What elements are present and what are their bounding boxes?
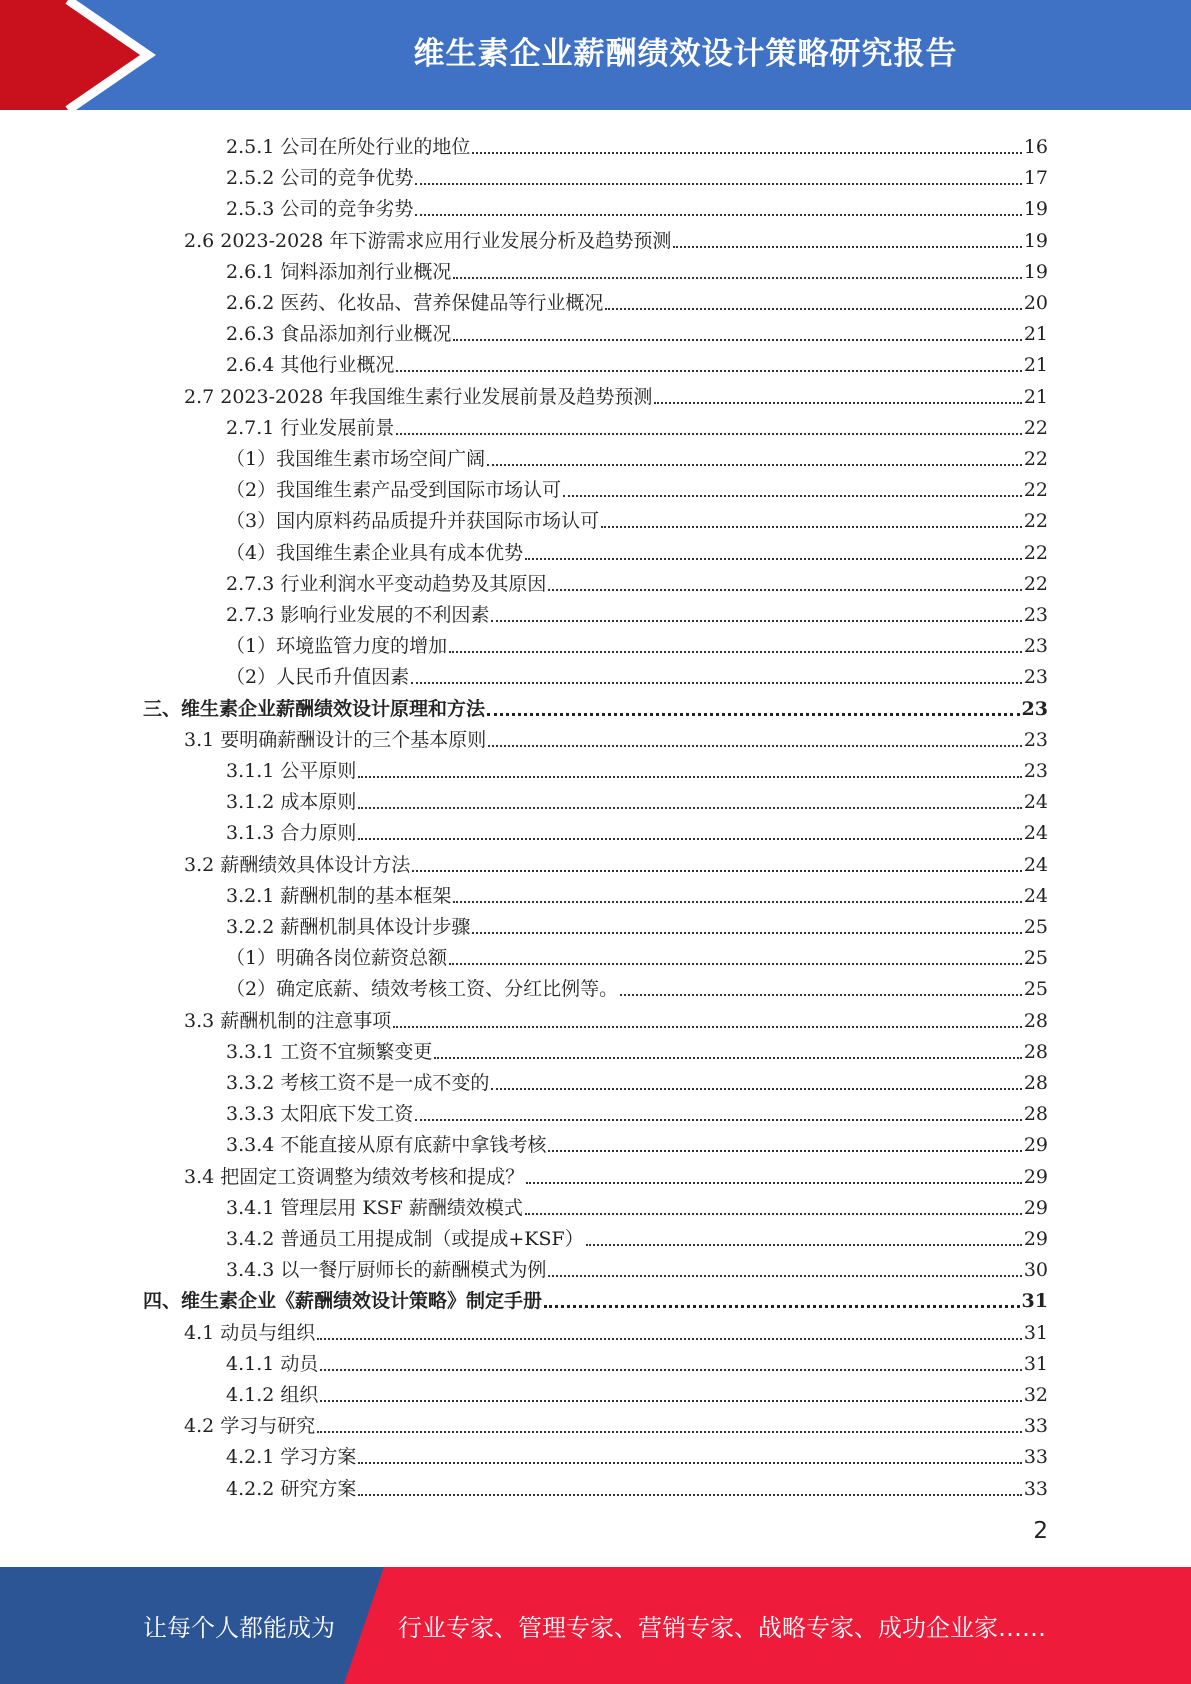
toc-entry-page: 33 [1023, 1446, 1048, 1469]
toc-entry-label: 2.6.2 医药、化妆品、营养保健品等行业概况 [226, 292, 604, 314]
toc-entry-label: 2.7.3 影响行业发展的不利因素 [226, 604, 490, 626]
toc-entry-page: 22 [1023, 416, 1048, 439]
toc-dot-leader [453, 339, 1021, 341]
toc-entry[interactable] [226, 159, 1048, 190]
toc-entry-label: （1）环境监管力度的增加 [226, 635, 448, 658]
toc-dot-leader [415, 214, 1021, 216]
toc-entry[interactable] [226, 814, 1048, 845]
toc-entry-label: 3.1 要明确薪酬设计的三个基本原则 [184, 728, 487, 751]
toc-entry[interactable] [226, 534, 1048, 565]
toc-entry[interactable] [184, 378, 1048, 409]
toc-dot-leader [320, 1369, 1021, 1371]
toc-entry-label: （1）我国维生素市场空间广阔 [226, 448, 486, 470]
footer-slogan-left: 让每个人都能成为 [143, 1614, 335, 1642]
toc-entry-page: 29 [1023, 1134, 1048, 1157]
toc-entry[interactable] [184, 1314, 1048, 1345]
page-number: 2 [1033, 1518, 1048, 1544]
toc-entry[interactable] [143, 1282, 1048, 1313]
toc-entry[interactable] [226, 471, 1048, 502]
toc-entry-page: 23 [1023, 728, 1048, 751]
toc-dot-leader [412, 870, 1022, 872]
toc-dot-leader [434, 1057, 1021, 1059]
toc-entry-label: 2.6.3 食品添加剂行业概况 [226, 323, 452, 346]
toc-dot-leader [525, 558, 1022, 560]
toc-entry-page: 25 [1023, 947, 1048, 970]
toc-dot-leader [586, 1244, 1022, 1246]
toc-entry-label: 3.1.3 合力原则 [226, 822, 357, 845]
toc-dot-leader [317, 1338, 1022, 1340]
toc-entry-page: 22 [1023, 448, 1048, 470]
toc-entry-label: 2.6.4 其他行业概况 [226, 354, 395, 377]
toc-entry-page: 24 [1023, 884, 1048, 907]
toc-entry-page: 22 [1023, 541, 1048, 564]
toc-entry-page: 24 [1023, 853, 1048, 876]
toc-dot-leader [526, 1182, 1022, 1184]
toc-dot-leader [415, 1119, 1021, 1121]
toc-entry-page: 23 [1023, 635, 1048, 658]
toc-entry-label: 3.2 薪酬绩效具体设计方法 [184, 853, 411, 876]
toc-entry-page: 28 [1023, 1040, 1048, 1063]
toc-dot-leader [472, 932, 1021, 934]
toc-entry-label: 2.7 2023-2028 年我国维生素行业发展前景及趋势预测 [184, 385, 653, 408]
toc-dot-leader [605, 308, 1021, 310]
toc-entry[interactable] [226, 346, 1048, 377]
toc-entry-label: 2.7.1 行业发展前景 [226, 416, 395, 439]
toc-dot-leader [317, 1431, 1022, 1433]
toc-entry[interactable] [226, 128, 1048, 159]
toc-entry-page: 29 [1023, 1228, 1048, 1250]
toc-dot-leader [396, 433, 1021, 435]
document-title: 维生素企业薪酬绩效设计策略研究报告 [413, 35, 958, 72]
toc-entry-label: 2.7.3 行业利润水平变动趋势及其原因 [226, 572, 547, 595]
toc-dot-leader [358, 807, 1021, 809]
toc-entry-page: 29 [1023, 1165, 1048, 1188]
toc-dot-leader [453, 277, 1021, 279]
toc-entry-label: 4.1.2 组织 [226, 1384, 319, 1406]
toc-entry[interactable] [226, 1033, 1048, 1064]
toc-entry-label: 3.1.1 公平原则 [226, 760, 357, 782]
toc-entry-label: 3.3.4 不能直接从原有底薪中拿钱考核 [226, 1134, 547, 1157]
toc-entry-page: 24 [1023, 822, 1048, 845]
toc-entry[interactable] [226, 783, 1048, 814]
toc-entry[interactable] [226, 658, 1048, 689]
toc-entry[interactable] [226, 1126, 1048, 1157]
toc-dot-leader [358, 1462, 1021, 1464]
toc-dot-leader [358, 1494, 1021, 1496]
toc-entry[interactable] [226, 939, 1048, 970]
toc-entry[interactable] [226, 315, 1048, 346]
toc-dot-leader [673, 246, 1021, 248]
toc-entry-page: 21 [1023, 323, 1048, 346]
toc-entry-label: 4.2.1 学习方案 [226, 1446, 357, 1469]
toc-entry[interactable] [226, 627, 1048, 658]
toc-dot-leader [525, 1213, 1022, 1215]
toc-entry[interactable] [226, 1220, 1048, 1251]
toc-entry[interactable] [226, 284, 1048, 315]
toc-entry[interactable] [226, 502, 1048, 533]
toc-entry-page: 24 [1023, 791, 1048, 814]
page-header [0, 0, 1191, 110]
toc-entry[interactable] [226, 440, 1048, 471]
toc-entry-page: 19 [1023, 229, 1048, 252]
toc-entry[interactable] [226, 253, 1048, 284]
toc-dot-leader [393, 1026, 1022, 1028]
toc-entry[interactable] [226, 1251, 1048, 1282]
toc-entry-label: 4.2.2 研究方案 [226, 1477, 357, 1500]
toc-entry-page: 28 [1023, 1103, 1048, 1126]
toc-entry-page: 33 [1023, 1415, 1048, 1438]
toc-dot-leader [358, 776, 1021, 778]
toc-entry-label: 3.4 把固定工资调整为绩效考核和提成？ [184, 1165, 525, 1188]
toc-entry[interactable] [226, 1189, 1048, 1220]
toc-dot-leader [548, 589, 1021, 591]
toc-entry[interactable] [143, 690, 1048, 721]
toc-entry-page: 19 [1023, 260, 1048, 283]
toc-entry-page: 22 [1023, 510, 1048, 533]
toc-dot-leader [491, 1088, 1021, 1090]
toc-dot-leader [396, 370, 1021, 372]
toc-entry-label: 3.3 薪酬机制的注意事项 [184, 1009, 392, 1032]
toc-entry-label: 2.5.3 公司的竞争劣势 [226, 198, 414, 221]
toc-entry[interactable] [226, 409, 1048, 440]
toc-dot-leader [488, 745, 1022, 747]
toc-dot-leader [491, 620, 1021, 622]
toc-entry-page: 16 [1023, 136, 1048, 158]
toc-dot-leader [548, 1275, 1021, 1277]
toc-entry[interactable] [226, 1064, 1048, 1095]
toc-dot-leader [487, 464, 1022, 466]
toc-entry-page: 17 [1023, 167, 1048, 190]
toc-entry-label: （2）人民币升值因素 [226, 666, 410, 689]
toc-entry-label: 2.5.1 公司在所处行业的地位 [226, 136, 471, 158]
toc-dot-leader [563, 495, 1022, 497]
toc-entry-page: 31 [1021, 1290, 1048, 1313]
toc-entry-page: 31 [1023, 1321, 1048, 1344]
toc-entry-label: 3.3.1 工资不宜频繁变更 [226, 1040, 433, 1063]
toc-entry-label: （2）我国维生素产品受到国际市场认可 [226, 479, 562, 502]
toc-entry[interactable] [184, 721, 1048, 752]
toc-entry-page: 29 [1023, 1196, 1048, 1219]
toc-dot-leader [453, 901, 1021, 903]
toc-entry-label: 3.4.2 普通员工用提成制（或提成+KSF） [226, 1228, 584, 1250]
toc-entry[interactable] [226, 1095, 1048, 1126]
toc-entry[interactable] [226, 190, 1048, 221]
toc-entry[interactable] [226, 1438, 1048, 1469]
toc-entry-page: 23 [1023, 760, 1048, 782]
toc-entry-label: 4.1 动员与组织 [184, 1321, 316, 1344]
toc-dot-leader [487, 713, 1020, 716]
toc-entry-page: 28 [1023, 1072, 1048, 1094]
toc-entry-page: 32 [1023, 1384, 1048, 1406]
toc-dot-leader [601, 526, 1022, 528]
toc-dot-leader [411, 682, 1022, 684]
toc-entry-label: 三、维生素企业薪酬绩效设计原理和方法 [143, 697, 486, 720]
toc-dot-leader [449, 651, 1022, 653]
toc-dot-leader [654, 402, 1021, 404]
toc-entry-label: 3.3.3 太阳底下发工资 [226, 1103, 414, 1126]
toc-entry-page: 28 [1023, 1009, 1048, 1032]
toc-entry-label: （2）确定底薪、绩效考核工资、分红比例等。 [226, 978, 619, 1001]
toc-entry[interactable] [226, 596, 1048, 627]
toc-entry-label: （3）国内原料药品质提升并获国际市场认可 [226, 510, 600, 533]
toc-entry-label: （4）我国维生素企业具有成本优势 [226, 541, 524, 564]
toc-entry-label: 3.1.2 成本原则 [226, 791, 357, 814]
toc-entry-page: 22 [1023, 479, 1048, 502]
toc-entry-page: 30 [1023, 1259, 1048, 1282]
toc-entry-label: 4.2 学习与研究 [184, 1415, 316, 1438]
toc-entry[interactable] [226, 752, 1048, 783]
toc-entry-label: 4.1.1 动员 [226, 1352, 319, 1375]
toc-entry[interactable] [226, 1470, 1048, 1501]
toc-dot-leader [472, 152, 1021, 154]
toc-entry[interactable] [226, 970, 1048, 1001]
toc-entry-label: 3.3.2 考核工资不是一成不变的 [226, 1072, 490, 1094]
toc-entry[interactable] [226, 908, 1048, 939]
toc-entry[interactable] [184, 1158, 1048, 1189]
toc-entry-page: 20 [1023, 292, 1048, 314]
toc-entry-page: 21 [1023, 385, 1048, 408]
toc-entry[interactable] [184, 222, 1048, 253]
toc-entry-label: 3.2.2 薪酬机制具体设计步骤 [226, 916, 471, 938]
toc-entry[interactable] [226, 877, 1048, 908]
footer-slogan-right: 行业专家、管理专家、营销专家、战略专家、成功企业家…… [398, 1614, 1046, 1642]
toc-dot-leader [620, 994, 1022, 996]
page-footer [0, 1567, 1191, 1684]
toc-entry-label: 3.4.1 管理层用 KSF 薪酬绩效模式 [226, 1196, 523, 1219]
toc-entry-page: 25 [1023, 978, 1048, 1001]
toc-entry-page: 19 [1023, 198, 1048, 221]
toc-entry-page: 23 [1023, 666, 1048, 689]
toc-entry-label: 2.6.1 饲料添加剂行业概况 [226, 260, 452, 283]
toc-dot-leader [415, 183, 1021, 185]
toc-entry-label: 四、维生素企业《薪酬绩效设计策略》制定手册 [143, 1290, 543, 1313]
toc-entry[interactable] [226, 565, 1048, 596]
toc-entry-page: 23 [1021, 697, 1048, 720]
toc-entry[interactable] [184, 1002, 1048, 1033]
toc-entry-label: 3.2.1 薪酬机制的基本框架 [226, 884, 452, 907]
toc-entry-page: 23 [1023, 604, 1048, 626]
toc-entry-page: 33 [1023, 1477, 1048, 1500]
toc-entry[interactable] [184, 846, 1048, 877]
toc-entry-label: （1）明确各岗位薪资总额 [226, 947, 448, 970]
toc-dot-leader [320, 1400, 1021, 1402]
toc-entry[interactable] [226, 1376, 1048, 1407]
toc-dot-leader [544, 1305, 1020, 1308]
toc-dot-leader [548, 1150, 1021, 1152]
toc-entry-label: 2.5.2 公司的竞争优势 [226, 167, 414, 190]
toc-entry-label: 3.4.3 以一餐厅厨师长的薪酬模式为例 [226, 1259, 547, 1282]
toc-dot-leader [449, 963, 1022, 965]
toc-dot-leader [358, 838, 1021, 840]
toc-entry-page: 31 [1023, 1352, 1048, 1375]
toc-entry-label: 2.6 2023-2028 年下游需求应用行业发展分析及趋势预测 [184, 229, 672, 252]
toc-entry-page: 21 [1023, 354, 1048, 377]
toc-entry-page: 25 [1023, 916, 1048, 938]
toc-entry[interactable] [226, 1345, 1048, 1376]
toc-entry[interactable] [184, 1407, 1048, 1438]
toc-entry-page: 22 [1023, 572, 1048, 595]
